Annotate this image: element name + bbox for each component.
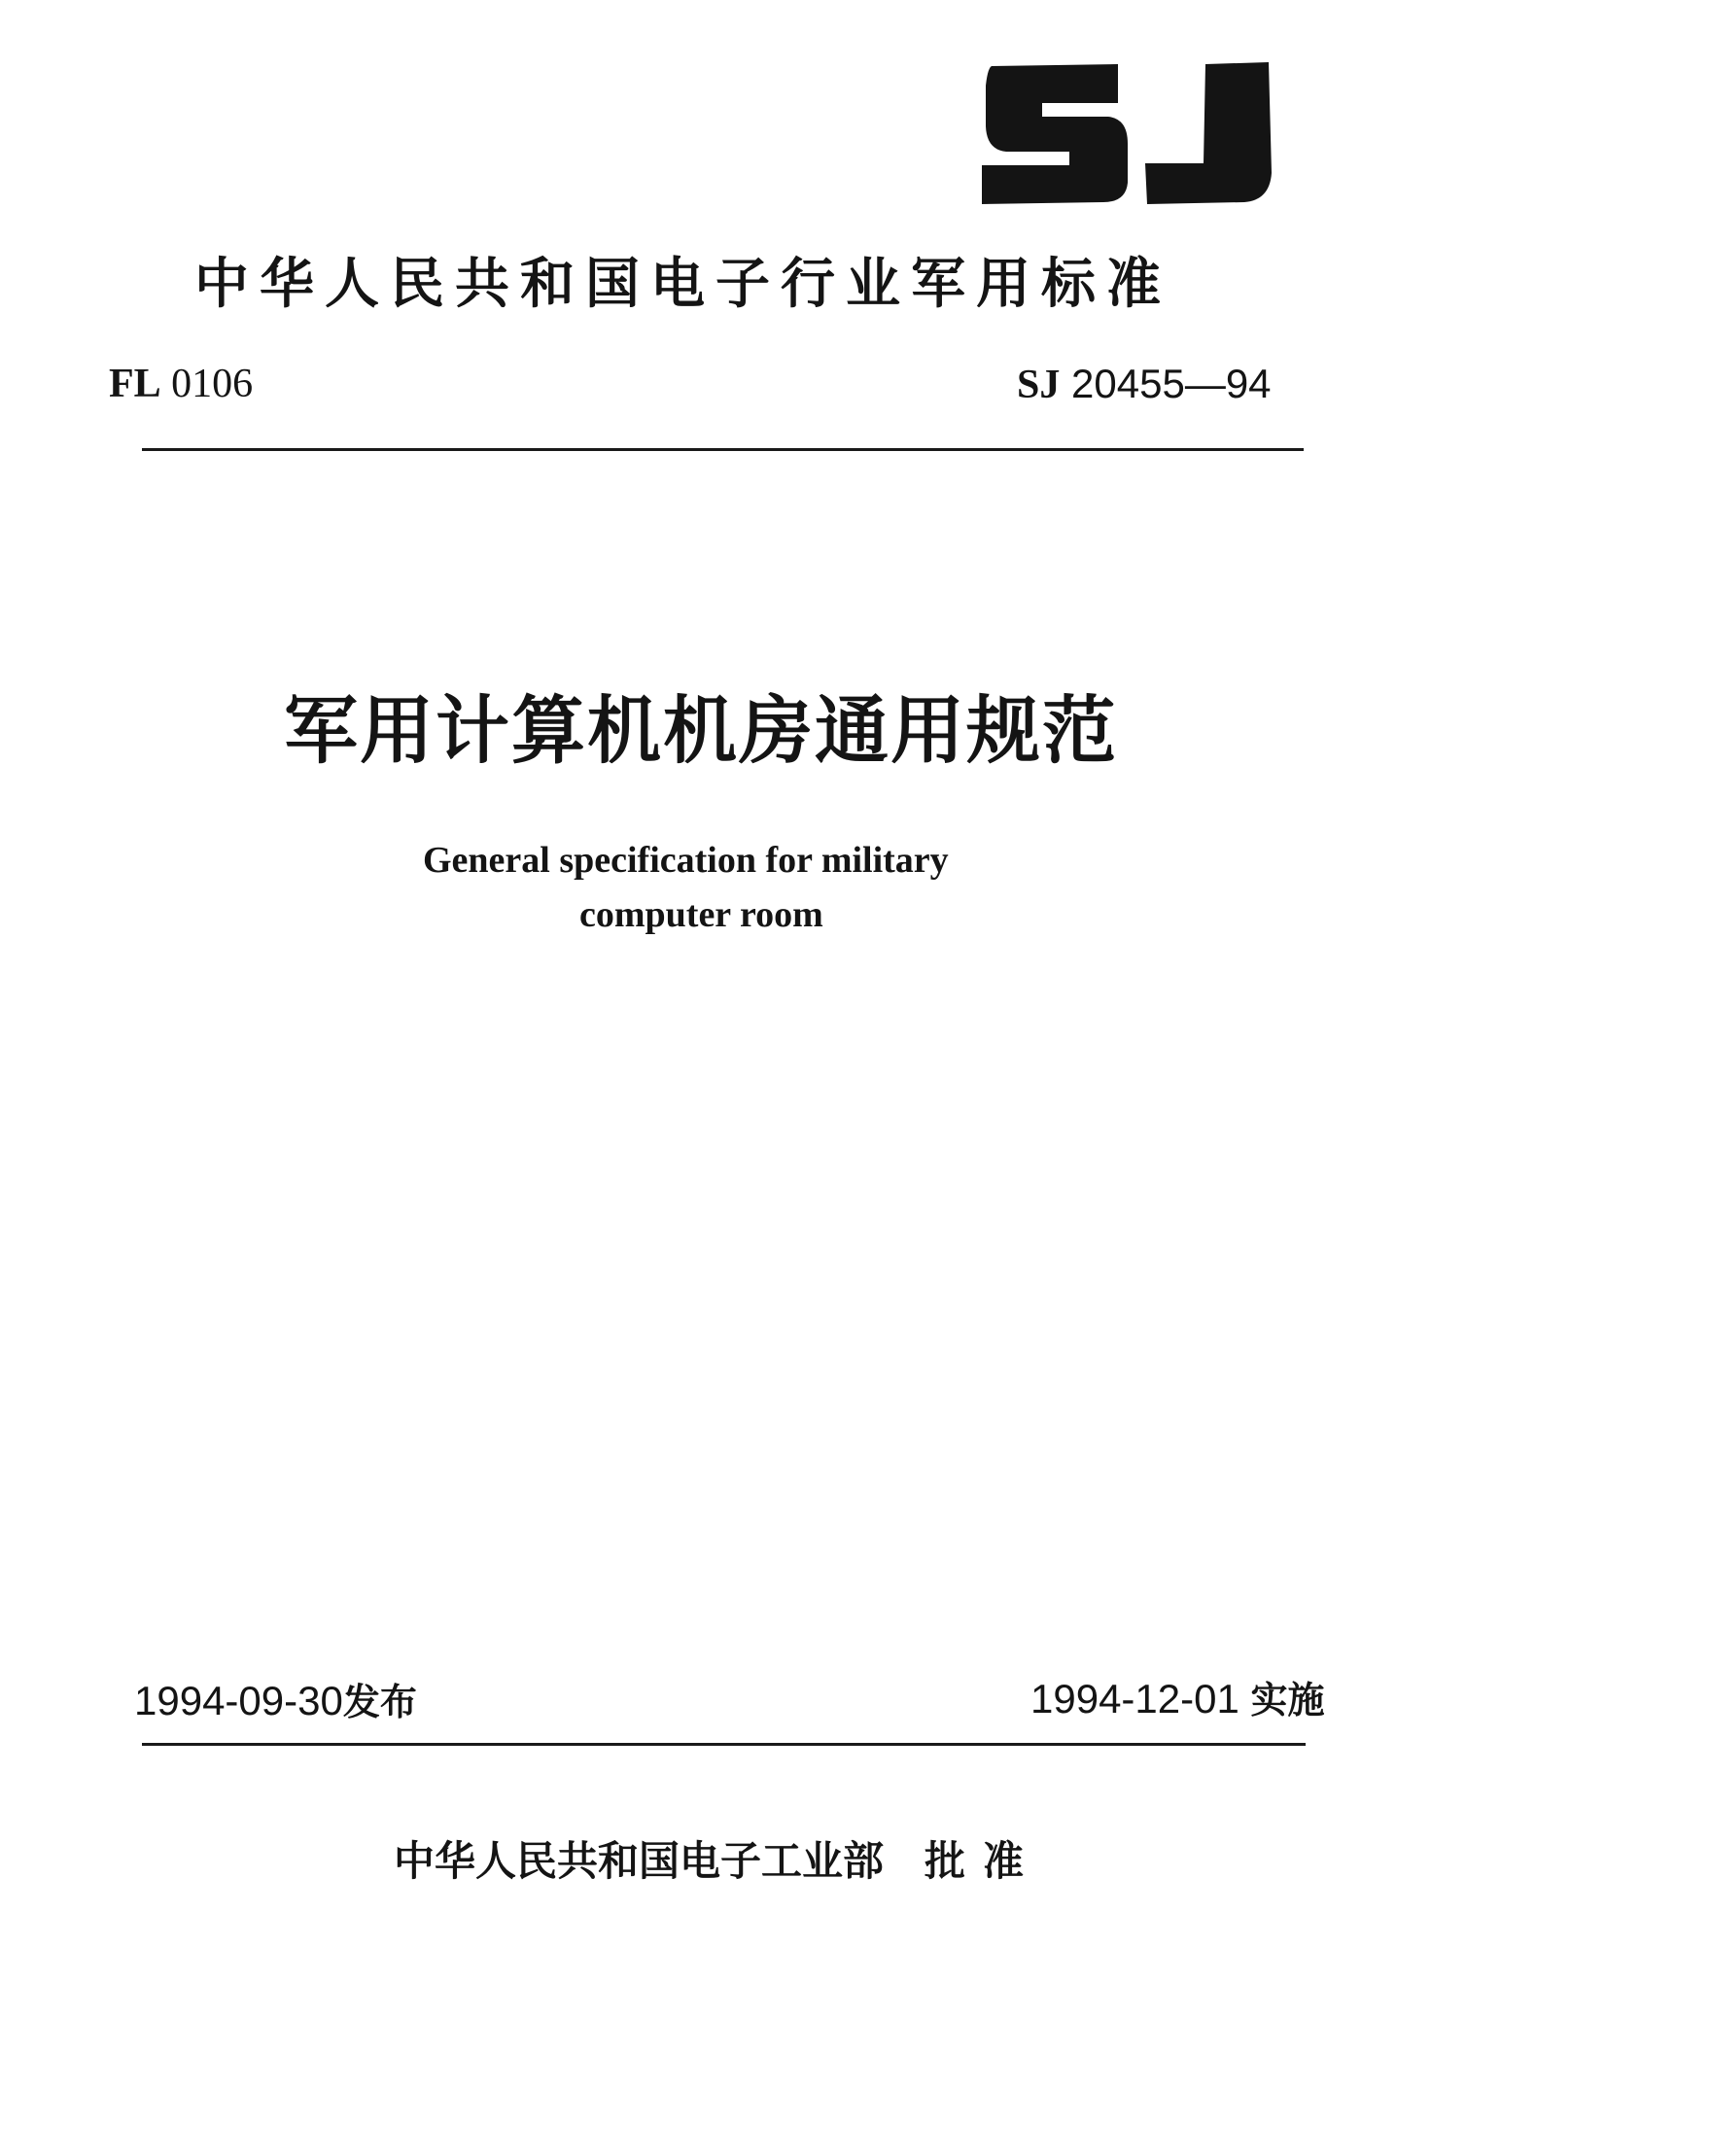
document-title-english-line1: General specification for military — [423, 840, 949, 881]
standard-label: SJ — [1017, 363, 1061, 407]
approval-statement — [394, 1835, 1041, 1888]
approving-authority: 中华人民共和国电子工业部 — [394, 1837, 885, 1885]
bottom-divider — [142, 1743, 1306, 1746]
classification-label: FL — [109, 362, 161, 406]
issue-date-value: 1994-09-30 — [134, 1678, 343, 1723]
standard-number — [1017, 360, 1272, 409]
document-title-chinese: 军用计算机机房通用规范 — [284, 687, 1118, 774]
classification-code — [109, 360, 253, 408]
classification-number: 0106 — [171, 362, 254, 406]
sj-logo — [972, 56, 1278, 207]
issuer-title: 中华人民共和国电子行业军用标准 — [194, 253, 1171, 316]
issue-label: 发布 — [342, 1681, 417, 1723]
effective-label: 实施 — [1250, 1679, 1325, 1721]
document-title-english-line2: computer room — [579, 894, 823, 935]
effective-date-value: 1994-12-01 — [1030, 1676, 1239, 1721]
approval-action: 批准 — [925, 1837, 1042, 1885]
effective-date — [1030, 1674, 1325, 1725]
top-divider — [142, 448, 1304, 451]
issue-date — [134, 1676, 417, 1727]
standard-number-value: 20455—94 — [1071, 361, 1272, 406]
